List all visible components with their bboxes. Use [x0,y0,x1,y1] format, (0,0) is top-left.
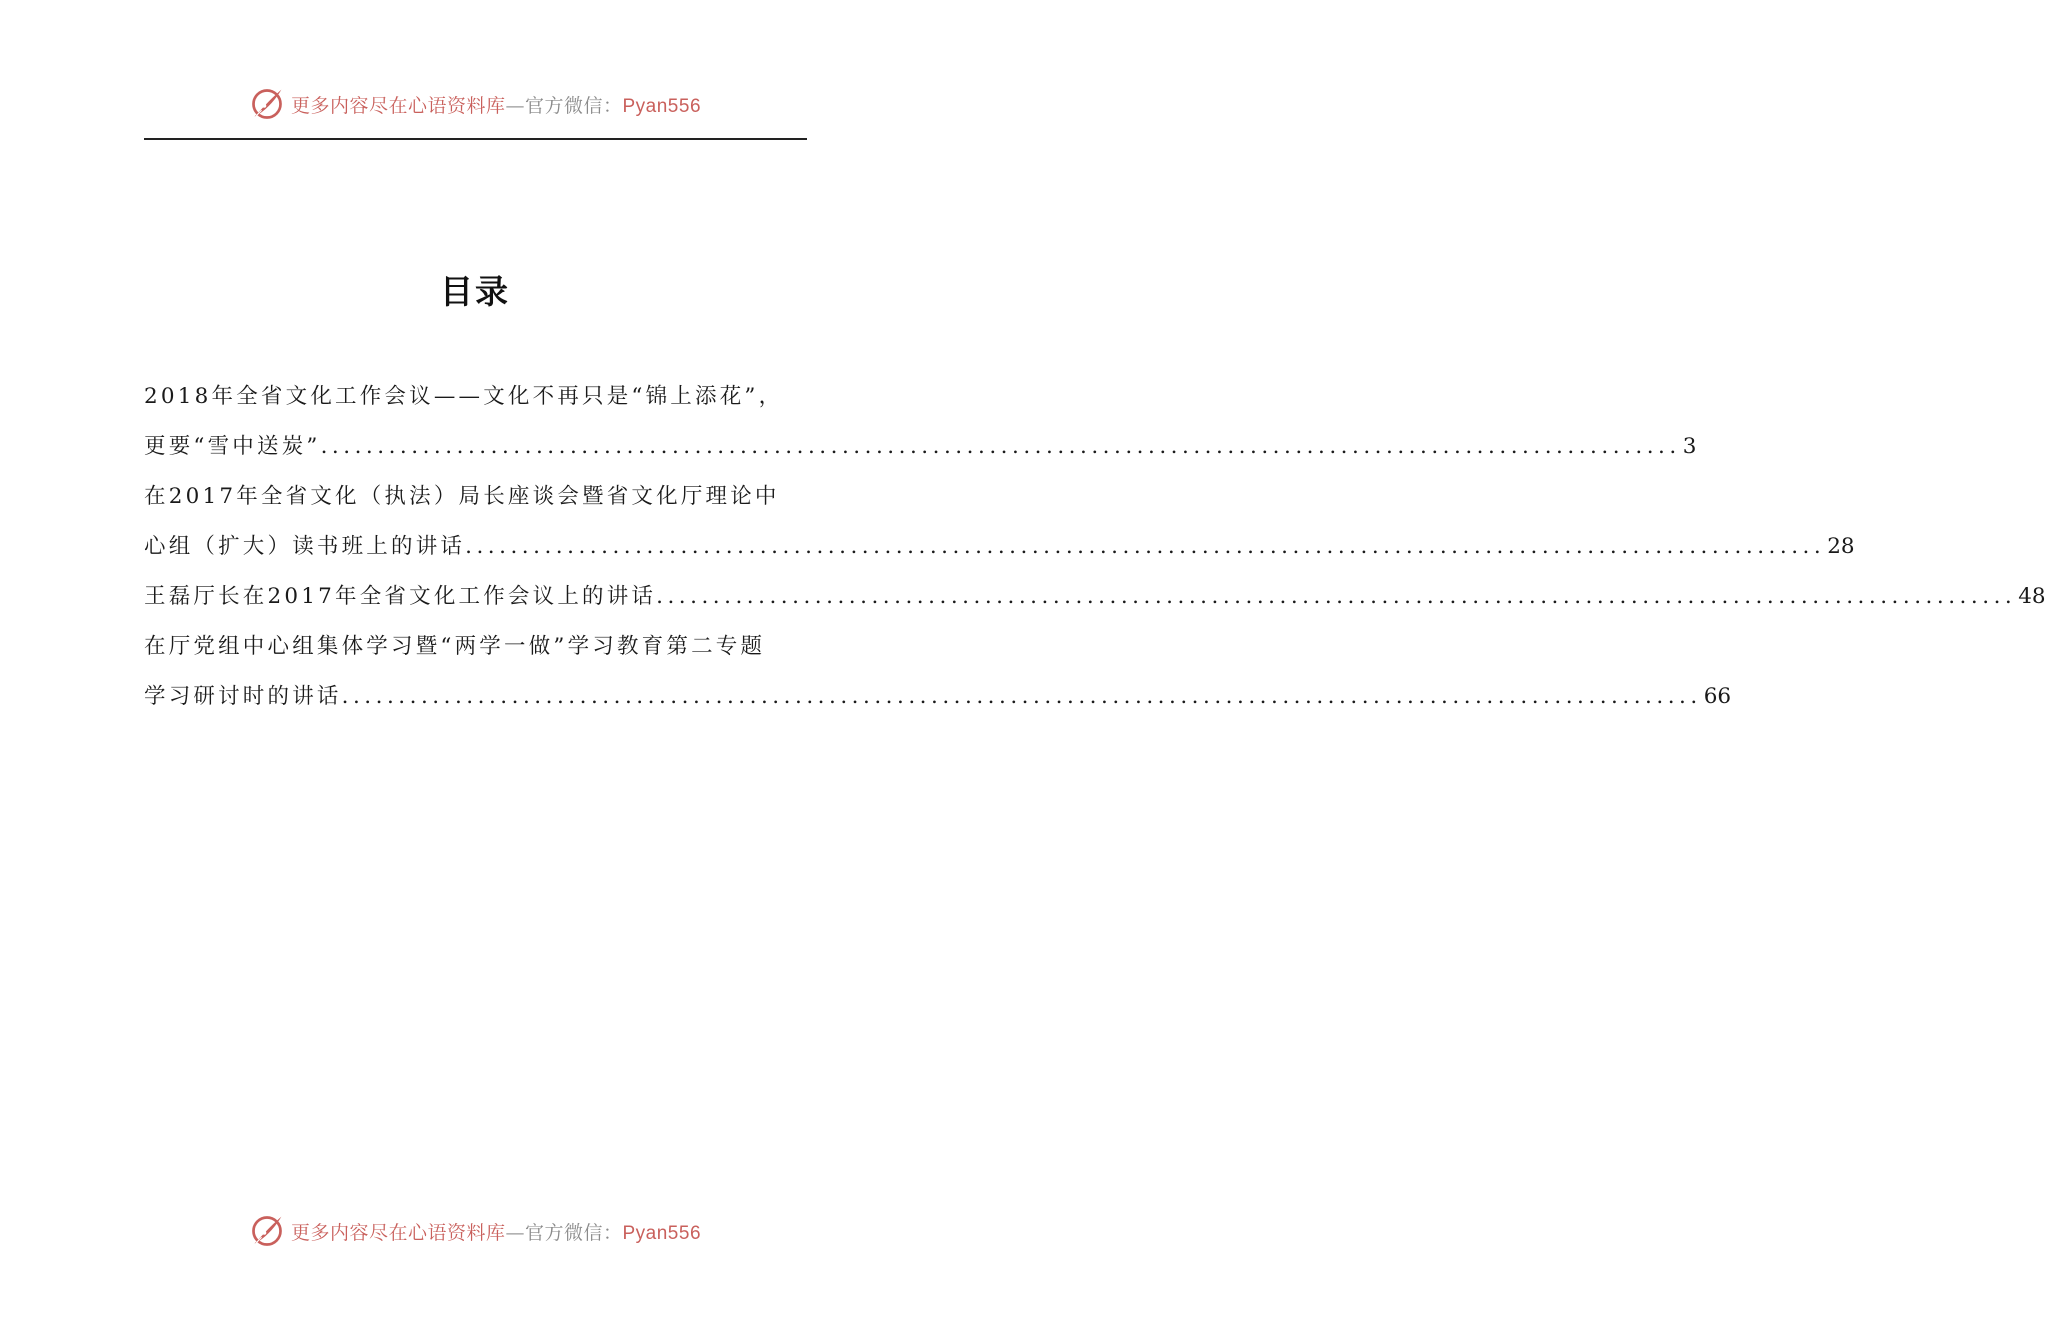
toc-entry-last-line [144,572,2046,622]
toc-page-number: 66 [1703,684,1732,709]
toc-dot-leader: ........................................................................................................................ [656,584,2017,609]
toc-entry-last-line [144,672,1732,722]
toc-entry-line: 在厅党组中心组集体学习暨“两学一做”学习教育第二专题 [144,634,766,659]
toc-entry[interactable] [144,622,1732,722]
toc-entry[interactable] [144,472,1855,572]
footer-dash: — [505,1221,525,1244]
toc-entry-last-line [144,422,1697,472]
toc-page-number: 3 [1682,434,1697,459]
footer-banner [0,1211,950,1251]
toc-dot-leader: ........................................................................................................................ [465,534,1826,559]
footer-wechat-id: Pyan556 [622,1222,702,1244]
toc-entry-title: 学习研讨时的讲话 [144,684,342,709]
header-official-label: 官方微信： [524,94,623,117]
header-slogan: 更多内容尽在心语资料库 [290,94,506,117]
toc-page-number: 28 [1827,534,1855,559]
toc-entry[interactable] [144,572,2046,622]
quill-pen-logo-icon [249,86,285,122]
header-rule [144,138,807,140]
header-wechat-id: Pyan556 [622,95,702,117]
toc-entry-title: 更要“雪中送炭” [144,434,321,459]
toc-entry-title: 王磊厅长在2017年全省文化工作会议上的讲话 [144,584,657,609]
toc-dot-leader: ........................................................................................................................ [320,434,1681,459]
toc-entry[interactable] [144,372,1697,472]
toc-entry-last-line [144,522,1855,572]
table-of-contents [144,372,2046,722]
toc-entry-title: 心组（扩大）读书班上的讲话 [144,534,466,559]
toc-entry-line: 2018年全省文化工作会议——文化不再只是“锦上添花”， [144,384,784,409]
quill-pen-logo-icon [249,1213,285,1249]
page-title: 目录 [440,272,510,311]
footer-official-label: 官方微信： [524,1221,623,1244]
header-banner [0,84,950,124]
toc-dot-leader: ........................................................................................................................ [341,684,1702,709]
header-dash: — [505,94,525,117]
footer-slogan: 更多内容尽在心语资料库 [290,1221,506,1244]
toc-entry-line: 在2017年全省文化（执法）局长座谈会暨省文化厅理论中 [144,484,780,509]
toc-page-number: 48 [2018,584,2046,609]
